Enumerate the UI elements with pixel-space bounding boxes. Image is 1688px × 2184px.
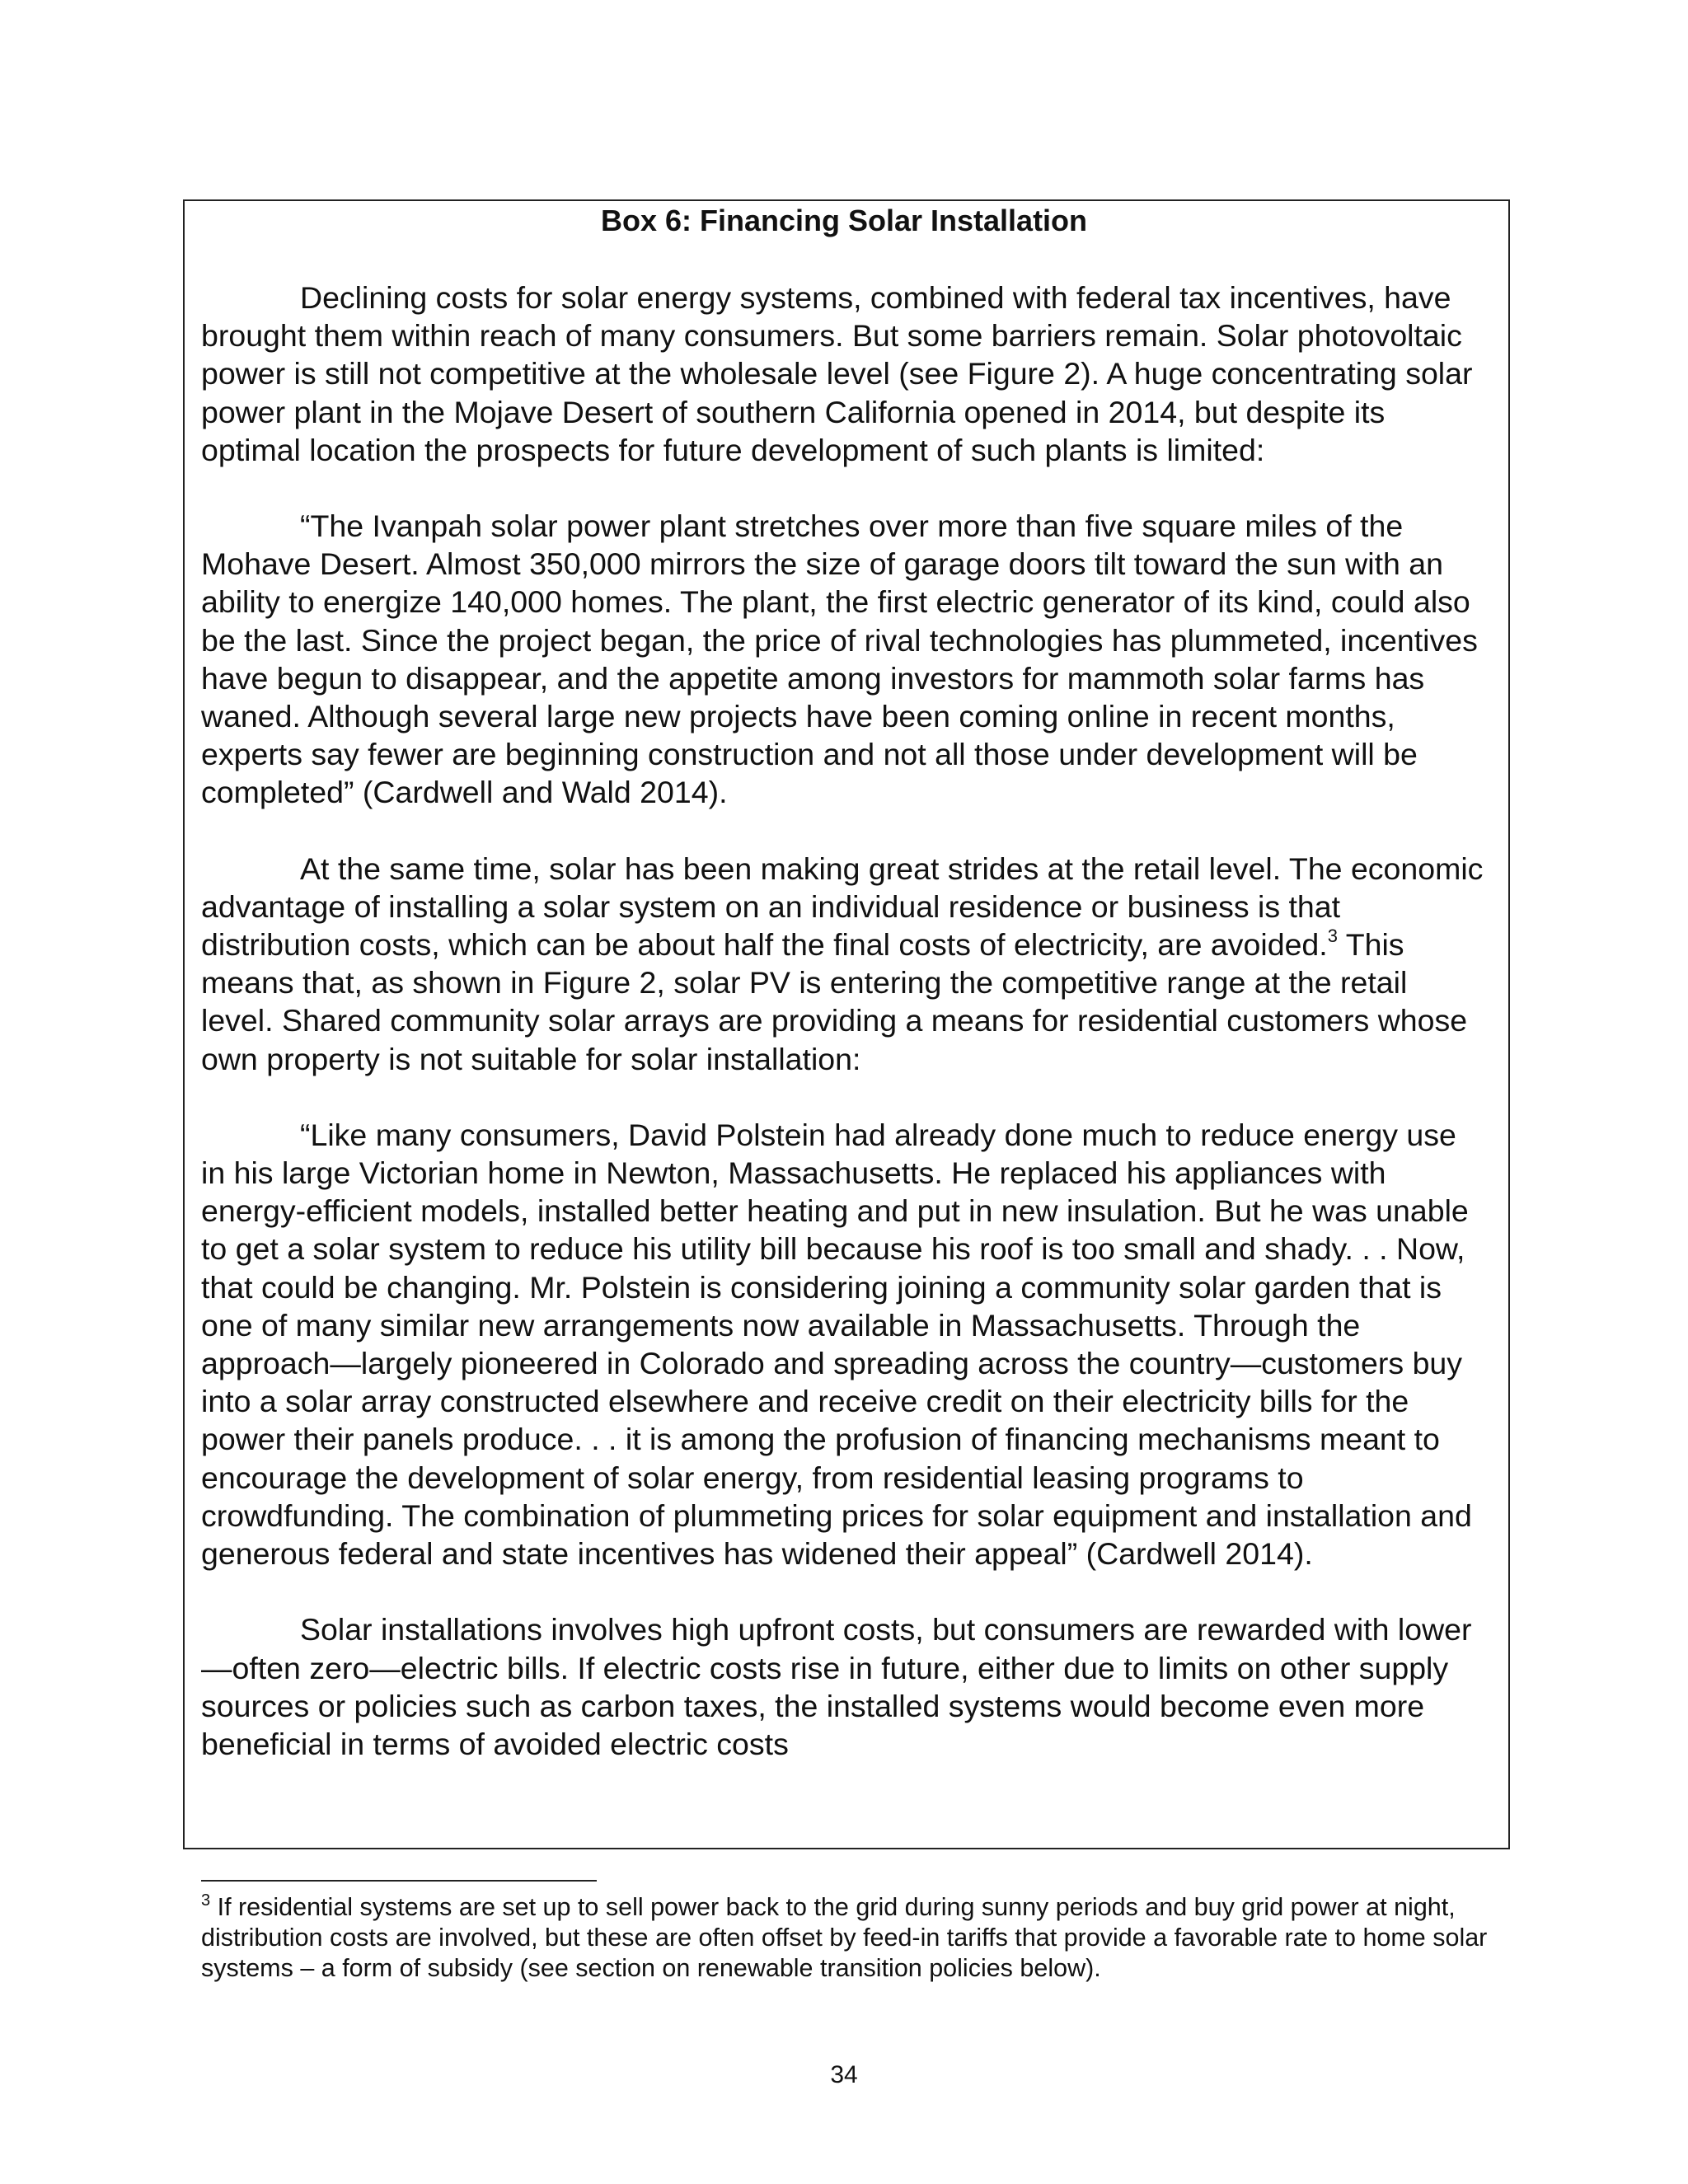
paragraph-3-text: At the same time, solar has been making great strides at the retail level. The economic advantage of installing a solar system on an individual residence or business is that distribution costs, which can be about half the final costs of electricity, are avoided. [201, 851, 1484, 963]
box-quote-2: “Like many consumers, David Polstein had already done much to reduce energy use in his large Victorian home in Newton, Massachusetts. He replaced his appliances with energy-efficient models, installed better heating and put in new insulation. But he was unable to get a solar system to reduce his utility bill because his roof is too small and shady. . . Now, that could be changing. Mr. Polstein is considering joining a community solar garden that is one of many similar new arrangements now available in Massachusetts. Through the approach—largely pioneered in Colorado and spreading across the country—customers buy into a solar array constructed elsewhere and receive credit on their electricity bills for the power their panels produce. . . it is among the profusion of financing mechanisms meant to encourage the development of solar energy, from residential leasing programs to crowdfunding. The combination of plummeting prices for solar equipment and installation and generous federal and state incentives has widened their appeal” (Cardwell 2014). [201, 1117, 1472, 1572]
box-paragraph-1: Declining costs for solar energy systems, combined with federal tax incentives, have brought them within reach of many consumers. But some barriers remain. Solar photovoltaic power is still not competitive at the wholesale level (see Figure 2). A huge concentrating solar power plant in the Mojave Desert of southern California opened in 2014, but despite its optimal location the prospects for future development of such plants is limited: [201, 280, 1473, 467]
footnote-separator [201, 1880, 597, 1882]
box-paragraph-5: Solar installations involves high upfront costs, but consumers are rewarded with lower—often zero—electric bills. If electric costs rise in future, either due to limits on other supply sources or policies such as carbon taxes, the installed systems would become even more beneficial in terms of avoided electric costs [201, 1612, 1472, 1761]
footnote-text: If residential systems are set up to sell power back to the grid during sunny periods and buy grid power at night, distribution costs are involved, but these are often offset by feed-in tariffs that provide a favorable rate to home solar systems – a form of subsidy (see section on renewable transition policies below). [201, 1893, 1488, 1982]
footnote [201, 1892, 1503, 1984]
footnote-marker: 3 [201, 1891, 211, 1910]
box-title: Box 6: Financing Solar Installation [600, 204, 1088, 237]
paragraph-3-continuation: This means that, as shown in Figure 2, solar PV is entering the competitive range at the retail level. Shared community solar arrays are providing a means for residential customers whose own property is not suitable for solar installation: [201, 927, 1468, 1076]
page-number: 34 [830, 2061, 858, 2088]
box-paragraph-3 [201, 850, 1487, 1078]
box-quote-1: “The Ivanpah solar power plant stretches over more than five square miles of the Mohave Desert. Almost 350,000 mirrors the size of garage doors tilt toward the sun with an ability to energize 140,000 homes. The plant, the first electric generator of its kind, could also be the last. Since the project began, the price of rival technologies has plummeted, incentives have begun to disappear, and the appetite among investors for mammoth solar farms has waned. Although several large new projects have been coming online in recent months, experts say fewer are beginning construction and not all those under development will be completed” (Cardwell and Wald 2014). [201, 509, 1478, 810]
footnote-reference: 3 [1327, 926, 1338, 947]
text-box [183, 199, 1510, 1849]
